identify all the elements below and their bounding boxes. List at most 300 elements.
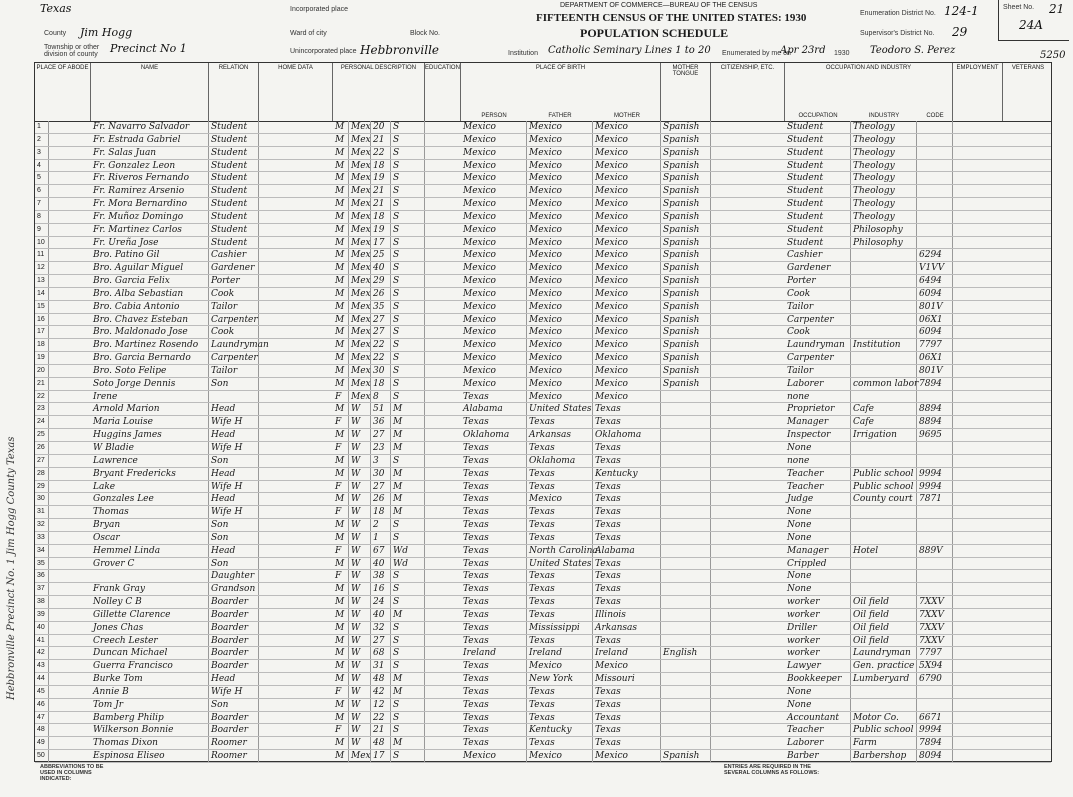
- table-row: [35, 455, 1051, 468]
- occupation-code: [917, 686, 953, 698]
- industry: Hotel: [851, 545, 917, 557]
- sex: M: [333, 185, 349, 197]
- birthplace-person: Texas: [461, 596, 527, 608]
- table-row: [35, 185, 1051, 198]
- person-name: Duncan Michael: [91, 647, 209, 659]
- sex: M: [333, 160, 349, 172]
- sex: M: [333, 134, 349, 146]
- birthplace-mother: Mexico: [593, 198, 661, 210]
- table-row: [35, 596, 1051, 609]
- col-occupation: OCCUPATION: [798, 113, 838, 119]
- age: 32: [371, 622, 391, 634]
- state: Texas: [40, 2, 72, 15]
- table-row: [35, 519, 1051, 532]
- birthplace-father: Texas: [527, 699, 593, 711]
- birthplace-mother: Texas: [593, 699, 661, 711]
- birthplace-father: Texas: [527, 596, 593, 608]
- occupation-code: [917, 198, 953, 210]
- birthplace-father: Kentucky: [527, 724, 593, 736]
- enum-district-label: Enumeration District No.: [860, 10, 936, 17]
- sex: M: [333, 583, 349, 595]
- birthplace-mother: Mexico: [593, 134, 661, 146]
- marital-status: S: [391, 134, 425, 146]
- industry: Oil field: [851, 596, 917, 608]
- birthplace-father: Texas: [527, 737, 593, 749]
- line-number: 37: [35, 583, 49, 595]
- industry: [851, 314, 917, 326]
- marital-status: S: [391, 378, 425, 390]
- person-name: Fr. Ureña Jose: [91, 237, 209, 249]
- line-number: 32: [35, 519, 49, 531]
- sheet-box: [998, 0, 1069, 41]
- line-number: 39: [35, 609, 49, 621]
- marital-status: S: [391, 622, 425, 634]
- line-number: 15: [35, 301, 49, 313]
- relation: Wife H: [209, 416, 259, 428]
- birthplace-person: Mexico: [461, 134, 527, 146]
- township: Precinct No 1: [110, 42, 187, 55]
- birthplace-person: Texas: [461, 391, 527, 403]
- birthplace-person: Texas: [461, 609, 527, 621]
- race: W: [349, 724, 371, 736]
- person-name: Thomas Dixon: [91, 737, 209, 749]
- ward-label: Ward of city: [290, 30, 327, 37]
- birthplace-mother: Texas: [593, 686, 661, 698]
- col-code: CODE: [926, 113, 944, 119]
- birthplace-person: Texas: [461, 622, 527, 634]
- marital-status: S: [391, 147, 425, 159]
- birthplace-person: Texas: [461, 442, 527, 454]
- person-name: Bro. Maldonado Jose: [91, 326, 209, 338]
- birthplace-mother: Texas: [593, 635, 661, 647]
- race: Mex: [351, 365, 371, 376]
- birthplace-mother: Texas: [593, 506, 661, 518]
- line-number: 4: [35, 160, 49, 172]
- race: Mex: [351, 224, 371, 235]
- mother-tongue: Spanish: [661, 134, 711, 146]
- birthplace-father: Mexico: [527, 198, 593, 210]
- mother-tongue: [661, 660, 711, 672]
- line-number: 36: [35, 570, 49, 582]
- birthplace-father: Mexico: [527, 339, 593, 351]
- table-row: [35, 378, 1051, 391]
- mother-tongue: Spanish: [661, 750, 711, 762]
- birthplace-father: Mexico: [527, 185, 593, 197]
- birthplace-person: Texas: [461, 737, 527, 749]
- col-father: FATHER: [548, 113, 572, 119]
- line-number: 18: [35, 339, 49, 351]
- occupation: None: [785, 506, 851, 518]
- birthplace-mother: Oklahoma: [593, 429, 661, 441]
- industry: [851, 275, 917, 287]
- age: 27: [371, 314, 391, 326]
- person-name: W Bladie: [91, 442, 209, 454]
- birthplace-mother: Mexico: [593, 237, 661, 249]
- birthplace-mother: Texas: [593, 724, 661, 736]
- occupation: Manager: [785, 416, 851, 428]
- birthplace-person: Texas: [461, 558, 527, 570]
- relation: Student: [209, 160, 259, 172]
- institution: Catholic Seminary Lines 1 to 20: [548, 45, 711, 56]
- col-person: PERSON: [481, 113, 507, 119]
- age: 25: [371, 249, 391, 261]
- occupation: None: [785, 583, 851, 595]
- occupation: Carpenter: [785, 352, 851, 364]
- occupation-code: 7894: [917, 737, 953, 749]
- occupation-code: 6094: [917, 288, 953, 300]
- relation: Head: [209, 468, 259, 480]
- age: 30: [371, 365, 391, 377]
- race: W: [349, 442, 371, 454]
- occupation-code: 7XXV: [917, 635, 953, 647]
- col-employment: EMPLOYMENT: [953, 63, 1003, 121]
- marital-status: M: [391, 481, 425, 493]
- birthplace-mother: Mexico: [593, 750, 661, 762]
- birthplace-mother: Alabama: [593, 545, 661, 557]
- birthplace-father: Mexico: [527, 660, 593, 672]
- birthplace-mother: Texas: [593, 455, 661, 467]
- person-name: Lake: [91, 481, 209, 493]
- birthplace-mother: Mexico: [593, 249, 661, 261]
- age: 19: [371, 224, 391, 236]
- birthplace-person: Mexico: [461, 378, 527, 390]
- mother-tongue: [661, 712, 711, 724]
- table-row: [35, 686, 1051, 699]
- race: W: [349, 481, 371, 493]
- birthplace-father: Texas: [527, 686, 593, 698]
- occupation: Student: [785, 237, 851, 249]
- industry: [851, 583, 917, 595]
- birthplace-father: Mexico: [527, 121, 593, 133]
- col-occupation-industry: [785, 63, 953, 121]
- sex: F: [333, 545, 349, 557]
- relation: Carpenter: [211, 314, 258, 325]
- birthplace-person: Mexico: [461, 301, 527, 313]
- occupation: Tailor: [785, 301, 851, 313]
- birthplace-mother: Mexico: [593, 660, 661, 672]
- mother-tongue: [661, 686, 711, 698]
- occupation-code: 8894: [917, 403, 953, 415]
- mother-tongue: [661, 635, 711, 647]
- relation: Porter: [209, 275, 259, 287]
- mother-tongue: [661, 442, 711, 454]
- industry: Laundryman: [851, 647, 917, 659]
- sex: M: [333, 635, 349, 647]
- age: 26: [371, 493, 391, 505]
- age: 38: [371, 570, 391, 582]
- mother-tongue: [661, 403, 711, 415]
- occupation: Teacher: [785, 468, 851, 480]
- sex: M: [333, 121, 349, 133]
- birthplace-father: Mexico: [527, 211, 593, 223]
- relation: Wife H: [209, 506, 259, 518]
- occupation-code: 9994: [917, 468, 953, 480]
- occupation: Laundryman: [785, 339, 851, 351]
- birthplace-mother: Texas: [593, 481, 661, 493]
- relation: Student: [209, 121, 259, 133]
- occupation-code: [917, 506, 953, 518]
- county-label: County: [44, 30, 67, 37]
- table-row: [35, 262, 1051, 275]
- race: Mex: [351, 391, 371, 402]
- age: 18: [371, 378, 391, 390]
- table-row: [35, 673, 1051, 686]
- mother-tongue: Spanish: [661, 224, 711, 236]
- sex: F: [333, 481, 349, 493]
- occupation: Cook: [785, 326, 851, 338]
- person-name: Bryan: [91, 519, 209, 531]
- occupation-code: [917, 224, 953, 236]
- race: W: [349, 519, 371, 531]
- line-number: 49: [35, 737, 49, 749]
- industry: Public school: [851, 724, 917, 736]
- mother-tongue: [661, 416, 711, 428]
- unincorporated-place: Hebbronville: [360, 43, 440, 57]
- incorporated-label: Incorporated place: [290, 6, 348, 13]
- col-place-of-birth: [461, 63, 661, 121]
- person-name: Fr. Ramirez Arsenio: [91, 185, 209, 197]
- table-row: [35, 493, 1051, 506]
- line-number: 7: [35, 198, 49, 210]
- occupation: none: [785, 391, 851, 403]
- birthplace-father: Mexico: [527, 172, 593, 184]
- col-mother-tongue: MOTHER TONGUE: [661, 63, 711, 121]
- relation: Boarder: [209, 660, 259, 672]
- birthplace-person: Mexico: [461, 365, 527, 377]
- race: W: [349, 660, 371, 672]
- occupation-code: 7XXV: [917, 609, 953, 621]
- table-row: [35, 198, 1051, 211]
- sex: M: [333, 275, 349, 287]
- race: W: [349, 583, 371, 595]
- line-number: 40: [35, 622, 49, 634]
- race: Mex: [351, 211, 371, 222]
- col-name: NAME: [91, 63, 209, 121]
- birthplace-person: Texas: [461, 481, 527, 493]
- sex: F: [333, 724, 349, 736]
- birthplace-person: Mexico: [461, 352, 527, 364]
- relation: Wife H: [209, 442, 259, 454]
- relation: Boarder: [209, 596, 259, 608]
- relation: Boarder: [209, 712, 259, 724]
- occupation-code: 6671: [917, 712, 953, 724]
- birthplace-father: Mexico: [527, 147, 593, 159]
- race: Mex: [351, 122, 371, 132]
- industry: Public school: [851, 481, 917, 493]
- industry: Gen. practice: [851, 660, 917, 672]
- relation: Son: [209, 378, 259, 390]
- industry: [851, 506, 917, 518]
- birthplace-father: Texas: [527, 635, 593, 647]
- birthplace-mother: Mexico: [593, 185, 661, 197]
- mother-tongue: Spanish: [661, 121, 711, 133]
- table-row: [35, 134, 1051, 147]
- relation: Tailor: [209, 301, 259, 313]
- occupation: worker: [785, 647, 851, 659]
- race: W: [349, 712, 371, 724]
- enum-district: 124-1: [944, 4, 979, 18]
- occupation: Laborer: [785, 378, 851, 390]
- table-row: [35, 429, 1051, 442]
- sex: M: [333, 288, 349, 300]
- age: 2: [371, 519, 391, 531]
- occupation-code: [917, 558, 953, 570]
- sex: M: [333, 237, 349, 249]
- race: Mex: [351, 276, 371, 287]
- mother-tongue: Spanish: [661, 172, 711, 184]
- relation: Wife H: [209, 481, 259, 493]
- occupation: Bookkeeper: [785, 673, 851, 685]
- mother-tongue: Spanish: [661, 249, 711, 261]
- birthplace-person: Mexico: [461, 262, 527, 274]
- mother-tongue: [661, 673, 711, 685]
- line-number: 45: [35, 686, 49, 698]
- age: 36: [371, 416, 391, 428]
- age: 18: [371, 211, 391, 223]
- occupation: None: [785, 519, 851, 531]
- relation: Head: [209, 673, 259, 685]
- table-row: [35, 211, 1051, 224]
- table-row: [35, 365, 1051, 378]
- occupation-code: V1VV: [917, 262, 953, 274]
- industry: Philosophy: [851, 237, 917, 249]
- occupation-code: 7797: [917, 339, 953, 351]
- relation: Wife H: [209, 686, 259, 698]
- mother-tongue: [661, 481, 711, 493]
- person-name: Gonzales Lee: [91, 493, 209, 505]
- line-number: 35: [35, 558, 49, 570]
- birthplace-person: Mexico: [461, 750, 527, 762]
- mother-tongue: [661, 570, 711, 582]
- occupation: None: [785, 686, 851, 698]
- birthplace-mother: Texas: [593, 558, 661, 570]
- birthplace-father: Mexico: [527, 365, 593, 377]
- industry: Theology: [851, 172, 917, 184]
- table-row: [35, 391, 1051, 404]
- relation: Daughter: [209, 570, 259, 582]
- relation: Laundryman: [211, 340, 269, 351]
- marital-status: S: [391, 596, 425, 608]
- birthplace-person: Oklahoma: [461, 429, 527, 441]
- occupation-code: 7XXV: [917, 596, 953, 608]
- age: 16: [371, 583, 391, 595]
- marital-status: Wd: [391, 545, 425, 557]
- race: W: [349, 558, 371, 570]
- occupation: Porter: [785, 275, 851, 287]
- marital-status: M: [391, 416, 425, 428]
- occupation-code: 8094: [917, 750, 953, 762]
- table-row: [35, 121, 1051, 134]
- enumerator: Teodoro S. Perez: [870, 45, 956, 56]
- mother-tongue: Spanish: [661, 147, 711, 159]
- birthplace-mother: Texas: [593, 532, 661, 544]
- occupation: None: [785, 532, 851, 544]
- industry: Theology: [851, 160, 917, 172]
- line-number: 12: [35, 262, 49, 274]
- birthplace-person: Mexico: [461, 326, 527, 338]
- birthplace-father: Arkansas: [527, 429, 593, 441]
- mother-tongue: [661, 532, 711, 544]
- race: W: [349, 635, 371, 647]
- birthplace-mother: Mexico: [593, 378, 661, 390]
- sex: M: [333, 647, 349, 659]
- person-name: Oscar: [91, 532, 209, 544]
- line-number: 47: [35, 712, 49, 724]
- birthplace-person: Texas: [461, 724, 527, 736]
- abbreviations-title: ABBREVIATIONS TO BE USED IN COLUMNS INDICATED:: [40, 764, 104, 782]
- relation: Son: [209, 455, 259, 467]
- birthplace-person: Texas: [461, 570, 527, 582]
- table-row: [35, 481, 1051, 494]
- person-name: Tom Jr: [91, 699, 209, 711]
- occupation-code: 9994: [917, 481, 953, 493]
- census-title: FIFTEENTH CENSUS OF THE UNITED STATES: 1930: [536, 12, 807, 24]
- occupation-code: 8894: [917, 416, 953, 428]
- table-row: [35, 160, 1051, 173]
- schedule-footer: [34, 762, 1052, 797]
- occupation-code: [917, 237, 953, 249]
- birthplace-father: Texas: [527, 416, 593, 428]
- industry: Farm: [851, 737, 917, 749]
- birthplace-person: Mexico: [461, 211, 527, 223]
- table-row: [35, 647, 1051, 660]
- person-name: Fr. Estrada Gabriel: [91, 134, 209, 146]
- sex: M: [333, 660, 349, 672]
- sex: M: [333, 198, 349, 210]
- birthplace-person: Ireland: [461, 647, 527, 659]
- birthplace-person: Mexico: [461, 249, 527, 261]
- birthplace-father: Mississippi: [527, 622, 593, 634]
- age: 31: [371, 660, 391, 672]
- age: 21: [371, 198, 391, 210]
- industry: [851, 558, 917, 570]
- occupation-code: [917, 519, 953, 531]
- mother-tongue: [661, 468, 711, 480]
- person-name: Lawrence: [91, 455, 209, 467]
- birthplace-person: Texas: [461, 468, 527, 480]
- birthplace-person: Texas: [461, 493, 527, 505]
- birthplace-mother: Mexico: [593, 224, 661, 236]
- birthplace-person: Mexico: [461, 339, 527, 351]
- occupation-code: [917, 532, 953, 544]
- birthplace-person: Texas: [461, 699, 527, 711]
- line-number: 13: [35, 275, 49, 287]
- column-headers: [35, 63, 1051, 122]
- occupation: worker: [785, 596, 851, 608]
- occupation-code: 801V: [917, 301, 953, 313]
- mother-tongue: Spanish: [661, 211, 711, 223]
- age: 48: [371, 673, 391, 685]
- occupation: Gardener: [785, 262, 851, 274]
- marital-status: S: [391, 391, 425, 403]
- marital-status: M: [391, 506, 425, 518]
- sex: M: [333, 558, 349, 570]
- table-row: [35, 326, 1051, 339]
- line-number: 33: [35, 532, 49, 544]
- birthplace-person: Texas: [461, 506, 527, 518]
- line-number: 44: [35, 673, 49, 685]
- line-number: 30: [35, 493, 49, 505]
- marital-status: S: [391, 724, 425, 736]
- table-row: [35, 622, 1051, 635]
- birthplace-father: United States: [529, 404, 592, 415]
- race: W: [349, 403, 371, 415]
- line-number: 27: [35, 455, 49, 467]
- age: 22: [371, 147, 391, 159]
- occupation: Driller: [785, 622, 851, 634]
- occupation: Laborer: [785, 737, 851, 749]
- table-row: [35, 275, 1051, 288]
